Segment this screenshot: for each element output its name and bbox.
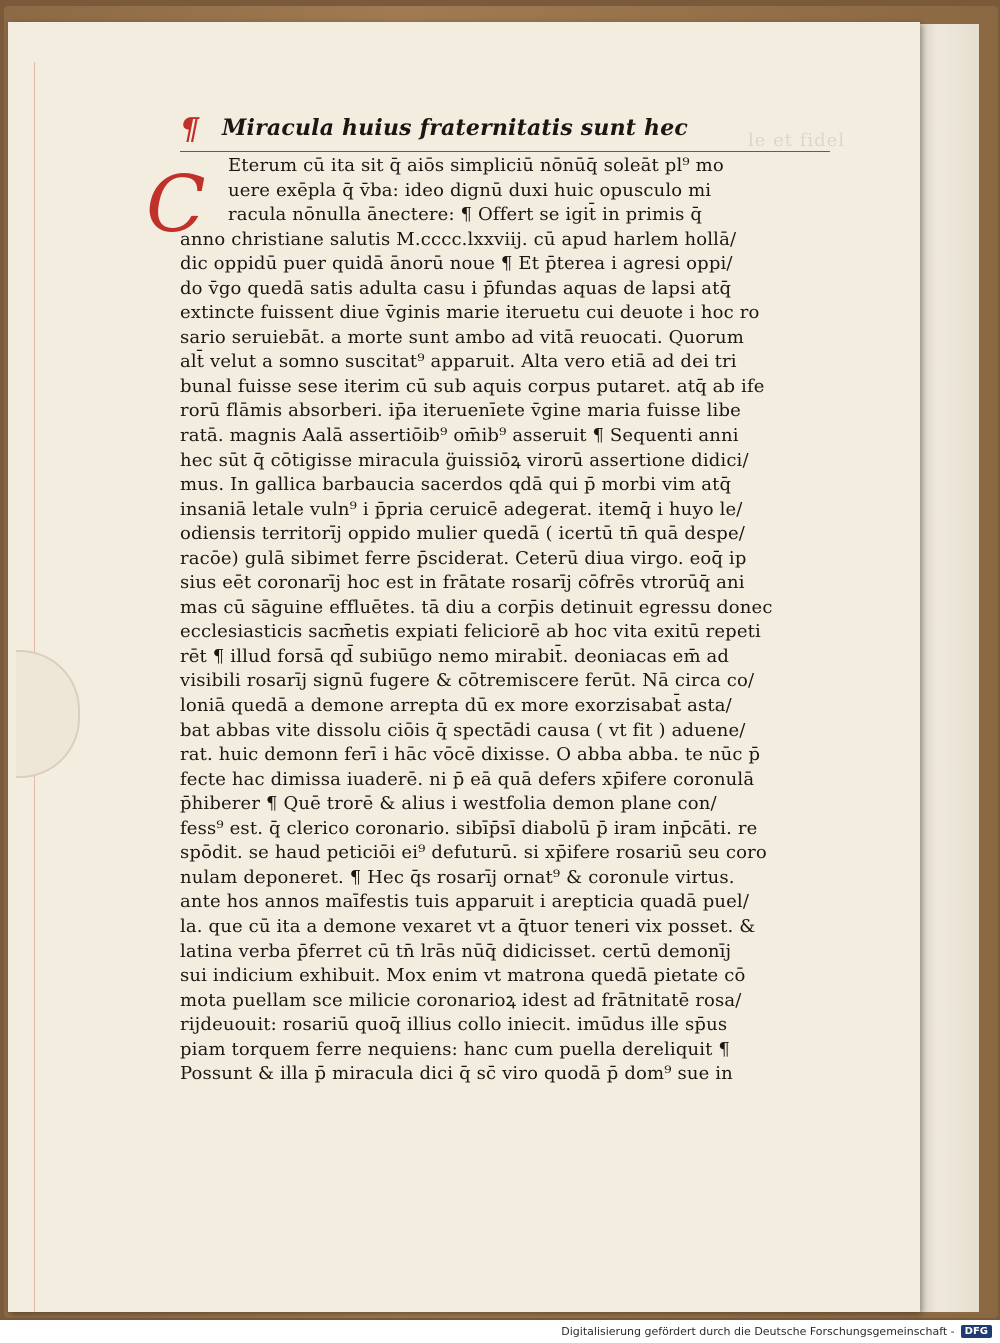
text-block <box>146 112 830 1087</box>
facing-page-edge <box>918 24 979 1312</box>
digitization-credit <box>561 1321 992 1341</box>
text-line: spōdit. se haud peticiōi ei⁹ defuturū. si xp̄ifere rosariū seu coro <box>180 842 767 864</box>
text-line: uere exēpla q̄ v̄ba: ideo dignū duxi huic opusculo mi <box>228 179 712 201</box>
text-line: hec sūt q̄ cōtigisse miracula g̈uissiōꝝ virorū assertione didici/ <box>180 449 749 471</box>
text-line: bat abbas vite dissolu ciōis q̄ spectādi causa ( vt fit ) aduene/ <box>180 719 746 741</box>
text-line: mota puellam sce milicie coronarioꝝ idest ad frātnitatē rosa/ <box>180 989 742 1011</box>
text-line: bunal fuisse sese iterim cū sub aquis corpus putaret. atq̄ ab ife <box>180 375 765 397</box>
text-line: rēt ¶ illud forsā qd̄ subiūgo nemo mirabit̄. deoniacas em̄ ad <box>180 645 730 667</box>
text-line: rijdeuouit: rosariū quoq̄ illius collo iniecit. imūdus ille sp̄us <box>180 1014 728 1036</box>
text-line: p̄hiberer ¶ Quē trorē & alius i westfolia demon plane con/ <box>180 793 717 815</box>
page-title <box>180 112 830 152</box>
body-text <box>146 154 830 1087</box>
text-line: rat. huic demonn ferī i hāc vōcē dixisse. O abba abba. te nūc p̄ <box>180 744 761 766</box>
text-line: visibili rosarīj signū fugere & cōtremiscere ferūt. Nā circa co/ <box>180 670 755 692</box>
ink-offset-text: le et fidel <box>748 130 846 151</box>
text-line: latina verba p̄ferret cū tn̄ lrās nūq̄ didicisset. certū demonīj <box>180 940 732 962</box>
text-line: Eterum cū ita sit q̄ aiōs simpliciū nōnūq̄ soleāt pl⁹ mo <box>228 155 724 176</box>
text-line: sius eēt coronarīj hoc est in frātate rosarīj cōfrēs vtrorūq̄ ani <box>180 572 745 594</box>
text-line: loniā quedā a demone arrepta dū ex more exorzisabat̄ asta/ <box>180 695 732 717</box>
text-line: racōe) gulā sibimet ferre p̄sciderat. Ceterū diua virgo. eoq̄ ip <box>180 547 747 569</box>
text-line: mus. In gallica barbaucia sacerdos qdā qui p̄ morbi vim atq̄ <box>180 474 732 496</box>
text-line: fess⁹ est. q̄ clerico coronario. sibīp̄sī diabolū p̄ iram inp̄cāti. re <box>180 817 758 839</box>
text-line: sario seruiebāt. a morte sunt ambo ad vitā reuocati. Quorum <box>180 326 744 348</box>
text-line: anno christiane salutis M.cccc.lxxviij. cū apud harlem hollā/ <box>180 228 737 250</box>
credit-text: Digitalisierung gefördert durch die Deutsche Forschungsgemeinschaft - <box>561 1324 955 1338</box>
text-line: odiensis territorīj oppido mulier quedā ( icertū tn̄ quā despe/ <box>180 523 745 545</box>
text-line: do v̄go quedā satis adulta casu i p̄fundas aquas de lapsi atq̄ <box>180 277 732 299</box>
text-line: sui indicium exhibuit. Mox enim vt matrona quedā pietate cō <box>180 965 746 987</box>
dfg-logo-icon: DFG <box>961 1325 992 1338</box>
text-line: racula nōnulla ānectere: ¶ Offert se igit̄ in primis q̄ <box>228 204 703 226</box>
text-line: alt̄ velut a somno suscitat⁹ apparuit. Alta vero etiā ad dei tri <box>180 351 737 373</box>
text-line: extincte fuissent diue v̄ginis marie iteruetu cui deuote i hoc ro <box>180 302 760 324</box>
text-line: ante hos annos maīfestis tuis apparuit i arepticia quadā puel/ <box>180 891 750 913</box>
text-line: dic oppidū puer quidā ānorū noue ¶ Et p̄terea i agresi oppi/ <box>180 253 733 275</box>
text-line: fecte hac dimissa iuaderē. ni p̄ eā quā defers xp̄ifere coronulā <box>180 768 755 790</box>
text-line: ecclesiasticis sacm̄etis expiati feliciorē ab hoc vita exitū repeti <box>180 621 761 643</box>
text-line: insaniā letale vuln⁹ i p̄pria ceruicē adegerat. itemq̄ i huyo le/ <box>180 498 743 520</box>
red-initial-letter: C <box>146 160 206 250</box>
text-line: mas cū sāguine effluētes. tā diu a corp̄is detinuit egressu donec <box>180 596 773 618</box>
title-text: Miracula huius fraternitatis sunt hec <box>222 115 688 141</box>
paragraph-mark-icon: ¶ <box>180 112 200 147</box>
text-line: nulam deponeret. ¶ Hec q̄s rosarīj ornat⁹ & coronule virtus. <box>180 866 735 888</box>
paper-clasp <box>16 650 80 778</box>
text-line: piam torquem ferre nequiens: hanc cum puella dereliquit ¶ <box>180 1038 731 1060</box>
text-line: Possunt & illa p̄ miracula dici q̄ sc̄ viro quodā p̄ dom⁹ sue in <box>180 1063 733 1085</box>
text-line: ratā. magnis Aalā assertiōib⁹ om̄ib⁹ asseruit ¶ Sequenti anni <box>180 425 739 447</box>
text-line: la. que cū ita a demone vexaret vt a q̄tuor teneri vix posset. & <box>180 915 756 937</box>
text-line: rorū flāmis absorberi. ip̄a iteruenīete v̄gine maria fuisse libe <box>180 400 741 422</box>
